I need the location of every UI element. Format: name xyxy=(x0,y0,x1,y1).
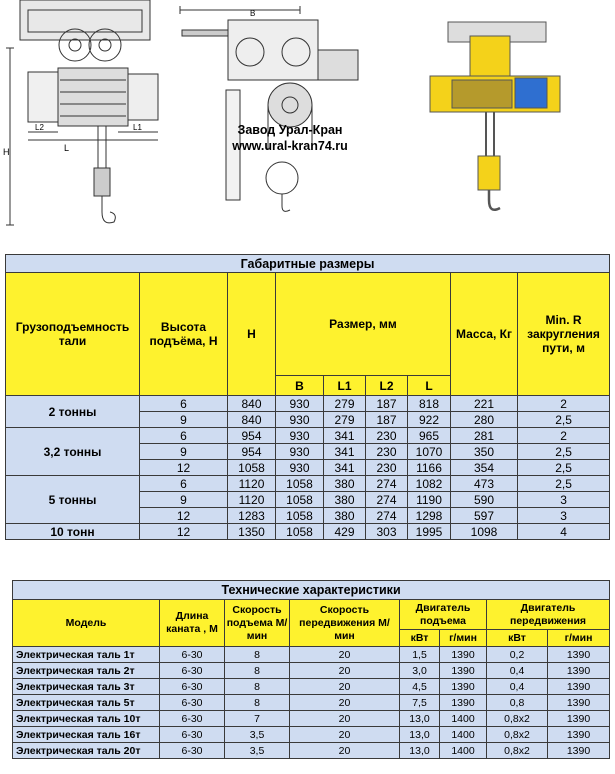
min-radius-cell: 3 xyxy=(518,492,610,508)
rope-length-cell: 6-30 xyxy=(160,647,225,663)
rope-length-cell: 6-30 xyxy=(160,711,225,727)
lift-speed-cell: 8 xyxy=(225,679,290,695)
lift-speed-cell: 3,5 xyxy=(225,743,290,759)
min-radius-cell: 2 xyxy=(518,428,610,444)
l-cell: 922 xyxy=(408,412,451,428)
travel-speed-cell: 20 xyxy=(290,695,400,711)
model-cell: Электрическая таль 16т xyxy=(13,727,160,743)
travel-kw-cell: 0,8х2 xyxy=(487,711,548,727)
lift-kw-cell: 13,0 xyxy=(400,727,440,743)
rope-length-cell: 6-30 xyxy=(160,695,225,711)
tech-row xyxy=(13,647,610,663)
capacity-cell: 2 тонны xyxy=(6,396,140,428)
dim-label-b: B xyxy=(250,9,256,18)
mass-cell: 590 xyxy=(451,492,518,508)
capacity-cell: 5 тонны xyxy=(6,476,140,524)
lift-rpm-cell: 1390 xyxy=(440,647,487,663)
dimensions-row xyxy=(6,524,610,540)
lift-height-cell: 6 xyxy=(140,428,228,444)
tech-specs-body xyxy=(13,647,610,759)
b-cell: 1058 xyxy=(276,476,324,492)
model-cell: Электрическая таль 1т xyxy=(13,647,160,663)
l2-cell: 230 xyxy=(366,444,408,460)
mass-cell: 221 xyxy=(451,396,518,412)
lift-height-cell: 9 xyxy=(140,492,228,508)
tech-row xyxy=(13,711,610,727)
lift-rpm-cell: 1390 xyxy=(440,695,487,711)
l1-cell: 341 xyxy=(324,460,366,476)
h-cell: 1120 xyxy=(228,492,276,508)
hoist-illustration-area xyxy=(0,0,615,250)
tech-row xyxy=(13,695,610,711)
model-cell: Электрическая таль 10т xyxy=(13,711,160,727)
h-cell: 1058 xyxy=(228,460,276,476)
l2-cell: 303 xyxy=(366,524,408,540)
l1-cell: 341 xyxy=(324,444,366,460)
min-radius-cell: 2,5 xyxy=(518,460,610,476)
header-h: H xyxy=(228,273,276,396)
tech-row xyxy=(13,727,610,743)
mass-cell: 350 xyxy=(451,444,518,460)
h-cell: 1283 xyxy=(228,508,276,524)
mass-cell: 1098 xyxy=(451,524,518,540)
mass-cell: 281 xyxy=(451,428,518,444)
h-cell: 954 xyxy=(228,428,276,444)
header-b: B xyxy=(276,376,324,396)
dimensions-row xyxy=(6,428,610,444)
travel-speed-cell: 20 xyxy=(290,647,400,663)
lift-height-cell: 12 xyxy=(140,524,228,540)
l-cell: 1070 xyxy=(408,444,451,460)
dimensions-title: Габаритные размеры xyxy=(6,255,610,273)
b-cell: 930 xyxy=(276,444,324,460)
header-size: Размер, мм xyxy=(276,273,451,376)
l2-cell: 274 xyxy=(366,508,408,524)
capacity-cell: 10 тонн xyxy=(6,524,140,540)
dimensions-row xyxy=(6,396,610,412)
header-rope-length: Длина каната , М xyxy=(160,600,225,647)
model-cell: Электрическая таль 20т xyxy=(13,743,160,759)
travel-rpm-cell: 1390 xyxy=(548,743,610,759)
travel-rpm-cell: 1390 xyxy=(548,711,610,727)
travel-kw-cell: 0,2 xyxy=(487,647,548,663)
company-url: www.ural-kran74.ru xyxy=(232,139,348,153)
l1-cell: 380 xyxy=(324,476,366,492)
lift-kw-cell: 13,0 xyxy=(400,711,440,727)
min-radius-cell: 2,5 xyxy=(518,444,610,460)
mass-cell: 597 xyxy=(451,508,518,524)
h-cell: 1350 xyxy=(228,524,276,540)
lift-height-cell: 6 xyxy=(140,396,228,412)
b-cell: 1058 xyxy=(276,524,324,540)
rope-length-cell: 6-30 xyxy=(160,727,225,743)
dimensions-body xyxy=(6,396,610,540)
lift-height-cell: 9 xyxy=(140,412,228,428)
tech-row xyxy=(13,663,610,679)
header-min-radius: Min. R закругления пути, м xyxy=(518,273,610,396)
header-travel-motor: Двигатель передвижения xyxy=(487,600,610,630)
l-cell: 1190 xyxy=(408,492,451,508)
header-mass: Масса, Кг xyxy=(451,273,518,396)
rope-length-cell: 6-30 xyxy=(160,743,225,759)
tech-specs-table xyxy=(12,580,610,759)
lift-speed-cell: 3,5 xyxy=(225,727,290,743)
header-travel-kw: кВт xyxy=(487,630,548,647)
side-view-drawing xyxy=(6,0,158,225)
rope-length-cell: 6-30 xyxy=(160,663,225,679)
travel-kw-cell: 0,4 xyxy=(487,663,548,679)
header-travel-rpm: г/мин xyxy=(548,630,610,647)
travel-speed-cell: 20 xyxy=(290,743,400,759)
dim-label-h: H xyxy=(3,147,10,157)
lift-kw-cell: 3,0 xyxy=(400,663,440,679)
min-radius-cell: 2,5 xyxy=(518,476,610,492)
l1-cell: 279 xyxy=(324,396,366,412)
lift-kw-cell: 4,5 xyxy=(400,679,440,695)
travel-rpm-cell: 1390 xyxy=(548,727,610,743)
travel-kw-cell: 0,8 xyxy=(487,695,548,711)
lift-rpm-cell: 1390 xyxy=(440,663,487,679)
hoist-photo xyxy=(430,22,560,210)
rope-length-cell: 6-30 xyxy=(160,679,225,695)
lift-speed-cell: 8 xyxy=(225,663,290,679)
travel-kw-cell: 0,4 xyxy=(487,679,548,695)
lift-kw-cell: 7,5 xyxy=(400,695,440,711)
l1-cell: 380 xyxy=(324,492,366,508)
lift-speed-cell: 8 xyxy=(225,695,290,711)
h-cell: 840 xyxy=(228,396,276,412)
lift-rpm-cell: 1400 xyxy=(440,711,487,727)
l-cell: 965 xyxy=(408,428,451,444)
header-l: L xyxy=(408,376,451,396)
header-travel-speed: Скорость передвижения М/мин xyxy=(290,600,400,647)
lift-rpm-cell: 1400 xyxy=(440,743,487,759)
tech-row xyxy=(13,679,610,695)
header-model: Модель xyxy=(13,600,160,647)
travel-speed-cell: 20 xyxy=(290,663,400,679)
travel-kw-cell: 0,8х2 xyxy=(487,727,548,743)
l-cell: 1298 xyxy=(408,508,451,524)
header-l2: L2 xyxy=(366,376,408,396)
lift-speed-cell: 7 xyxy=(225,711,290,727)
lift-kw-cell: 13,0 xyxy=(400,743,440,759)
travel-rpm-cell: 1390 xyxy=(548,679,610,695)
dimensions-table xyxy=(5,254,610,540)
b-cell: 930 xyxy=(276,460,324,476)
l1-cell: 341 xyxy=(324,428,366,444)
l-cell: 1166 xyxy=(408,460,451,476)
model-cell: Электрическая таль 5т xyxy=(13,695,160,711)
model-cell: Электрическая таль 2т xyxy=(13,663,160,679)
dim-label-l: L xyxy=(64,143,70,153)
travel-kw-cell: 0,8х2 xyxy=(487,743,548,759)
travel-rpm-cell: 1390 xyxy=(548,647,610,663)
lift-height-cell: 12 xyxy=(140,460,228,476)
lift-rpm-cell: 1390 xyxy=(440,679,487,695)
dimensions-row xyxy=(6,476,610,492)
l2-cell: 274 xyxy=(366,492,408,508)
header-lift-height: Высота подъёма, H xyxy=(140,273,228,396)
lift-kw-cell: 1,5 xyxy=(400,647,440,663)
b-cell: 930 xyxy=(276,396,324,412)
min-radius-cell: 2,5 xyxy=(518,412,610,428)
l2-cell: 230 xyxy=(366,428,408,444)
front-view-drawing xyxy=(180,6,358,211)
l1-cell: 429 xyxy=(324,524,366,540)
tech-row xyxy=(13,743,610,759)
company-name: Завод Урал-Кран xyxy=(237,123,343,137)
lift-height-cell: 9 xyxy=(140,444,228,460)
h-cell: 1120 xyxy=(228,476,276,492)
travel-rpm-cell: 1390 xyxy=(548,695,610,711)
travel-rpm-cell: 1390 xyxy=(548,663,610,679)
l1-cell: 380 xyxy=(324,508,366,524)
header-capacity: Грузоподъемность тали xyxy=(6,273,140,396)
b-cell: 1058 xyxy=(276,492,324,508)
l-cell: 1082 xyxy=(408,476,451,492)
header-lift-kw: кВт xyxy=(400,630,440,647)
min-radius-cell: 4 xyxy=(518,524,610,540)
min-radius-cell: 2 xyxy=(518,396,610,412)
mass-cell: 354 xyxy=(451,460,518,476)
travel-speed-cell: 20 xyxy=(290,679,400,695)
h-cell: 840 xyxy=(228,412,276,428)
header-l1: L1 xyxy=(324,376,366,396)
b-cell: 1058 xyxy=(276,508,324,524)
header-lift-rpm: г/мин xyxy=(440,630,487,647)
capacity-cell: 3,2 тонны xyxy=(6,428,140,476)
b-cell: 930 xyxy=(276,412,324,428)
header-lift-motor: Двигатель подъема xyxy=(400,600,487,630)
tech-title: Технические характеристики xyxy=(13,581,610,600)
lift-height-cell: 12 xyxy=(140,508,228,524)
b-cell: 930 xyxy=(276,428,324,444)
lift-height-cell: 6 xyxy=(140,476,228,492)
l2-cell: 274 xyxy=(366,476,408,492)
travel-speed-cell: 20 xyxy=(290,727,400,743)
l-cell: 1995 xyxy=(408,524,451,540)
travel-speed-cell: 20 xyxy=(290,711,400,727)
min-radius-cell: 3 xyxy=(518,508,610,524)
l2-cell: 230 xyxy=(366,460,408,476)
l1-cell: 279 xyxy=(324,412,366,428)
company-caption xyxy=(205,122,375,154)
lift-rpm-cell: 1400 xyxy=(440,727,487,743)
model-cell: Электрическая таль 3т xyxy=(13,679,160,695)
mass-cell: 473 xyxy=(451,476,518,492)
l2-cell: 187 xyxy=(366,412,408,428)
header-lift-speed: Скорость подъема М/мин xyxy=(225,600,290,647)
l2-cell: 187 xyxy=(366,396,408,412)
lift-speed-cell: 8 xyxy=(225,647,290,663)
h-cell: 954 xyxy=(228,444,276,460)
mass-cell: 280 xyxy=(451,412,518,428)
dim-label-l2: L2 xyxy=(35,123,44,132)
l-cell: 818 xyxy=(408,396,451,412)
dim-label-l1: L1 xyxy=(133,123,142,132)
